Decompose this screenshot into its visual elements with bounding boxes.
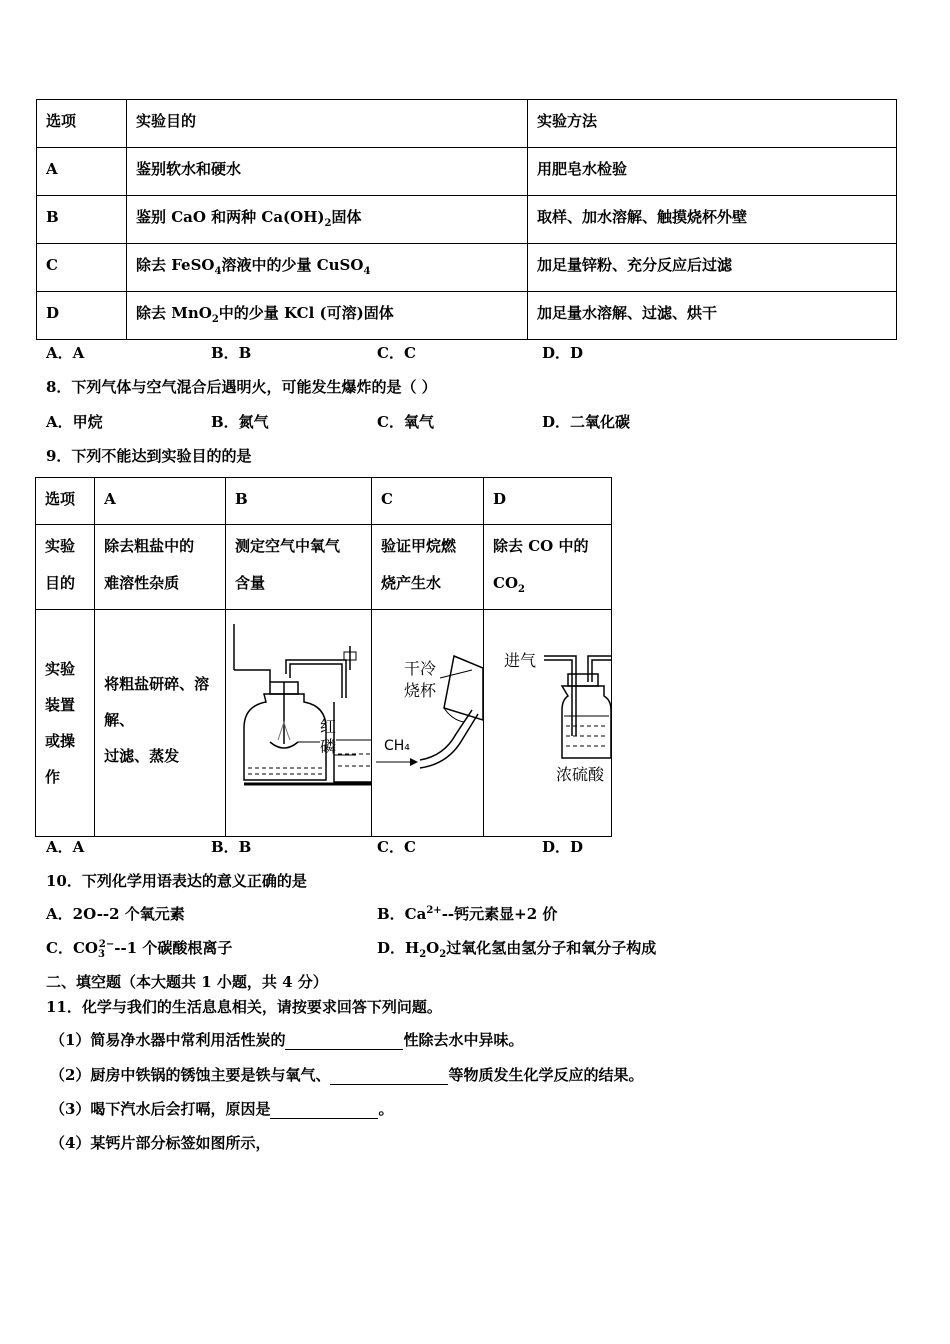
option-a[interactable]: A．甲烷 — [46, 413, 103, 431]
option-c[interactable]: C．C — [377, 344, 416, 362]
header-d: D — [493, 490, 507, 508]
option-d[interactable]: D．二氧化碳 — [542, 413, 631, 431]
table-header-row — [37, 100, 897, 148]
option-d[interactable]: D．D — [542, 344, 584, 362]
fig-c-label-ch4: CH₄ — [383, 738, 410, 754]
row-method: 加足量水溶解、过滤、烘干 — [537, 304, 718, 322]
table-row — [37, 292, 897, 340]
comparison-table-q7 — [36, 99, 897, 340]
row-option: A — [46, 160, 58, 178]
purpose-d: 除去 CO 中的 $CO_2$ — [493, 537, 589, 595]
q9-stem: 9．下列不能达到实验目的的是 — [46, 447, 252, 465]
option-b[interactable]: B．B — [211, 344, 252, 362]
fig-d-label-gas-in: 进气 — [504, 651, 537, 670]
answer-blank-3[interactable] — [270, 1100, 378, 1119]
row-method: 取样、加水溶解、触摸烧杯外壁 — [537, 208, 748, 226]
answer-blank-1[interactable] — [285, 1031, 403, 1050]
red-phosphorus-apparatus-figure — [226, 610, 371, 832]
row-option: C — [46, 256, 58, 274]
q8-stem: 8．下列气体与空气混合后遇明火，可能发生爆炸的是（ ） — [46, 378, 437, 396]
purpose-row — [36, 525, 612, 610]
experiment-table-q9 — [35, 477, 612, 837]
table-header-row — [36, 478, 612, 525]
concentrated-sulfuric-acid-bottle-figure — [484, 610, 611, 832]
row-purpose: 除去 FeSO$_4$溶液中的少量 CuSO$_4$ — [136, 256, 371, 277]
q10-stem: 10．下列化学用语表达的意义正确的是 — [46, 872, 307, 890]
purpose-b: 测定空气中氧气 含量 — [234, 537, 340, 592]
q11-sub1: （1）简易净水器中常利用活性炭的 性除去水中异味。 — [50, 1031, 524, 1049]
option-b[interactable]: B．B — [211, 838, 252, 856]
row-purpose: 除去 MnO$_2$中的少量 KCl (可溶)固体 — [136, 304, 394, 325]
option-a[interactable]: A．2O--2 个氧元素 — [46, 905, 185, 923]
header-option: 选项 — [46, 112, 77, 130]
header-method: 实验方法 — [537, 112, 598, 130]
option-c[interactable]: C．C — [377, 838, 416, 856]
fig-b-label-red: 红 — [319, 717, 336, 736]
row-method: 加足量锌粉、充分反应后过滤 — [537, 256, 733, 274]
header-purpose: 实验目的 — [136, 112, 197, 130]
option-c[interactable]: C．$CO_3^{2-}--1$ 个碳酸根离子 — [46, 939, 233, 960]
row-option: B — [46, 208, 59, 226]
row-purpose: 鉴别软水和硬水 — [136, 160, 242, 178]
fig-d-label-acid: 浓硫酸 — [556, 765, 605, 784]
option-c[interactable]: C．氧气 — [377, 413, 434, 431]
fig-c-label-dry-cold: 干冷 — [403, 659, 436, 678]
q11-sub4: （4）某钙片部分标签如图所示， — [50, 1134, 271, 1152]
apparatus-label: 实验 装置 或操 作 — [45, 660, 76, 786]
option-a[interactable]: A．A — [46, 838, 85, 856]
purpose-a: 除去粗盐中的 难溶性杂质 — [104, 537, 195, 592]
option-b[interactable]: B．氮气 — [211, 413, 269, 431]
header-option: 选项 — [45, 490, 76, 508]
section-heading: 二、填空题（本大题共 1 小题，共 4 分） — [46, 973, 328, 991]
fig-c-label-beaker: 烧杯 — [403, 681, 436, 700]
row-method: 用肥皂水检验 — [537, 160, 628, 178]
purpose-c: 验证甲烷燃 烧产生水 — [380, 537, 456, 592]
q11-stem: 11．化学与我们的生活息息相关，请按要求回答下列问题。 — [46, 998, 442, 1016]
row-option: D — [46, 304, 60, 322]
table-row — [37, 244, 897, 292]
table-row — [37, 148, 897, 196]
methane-combustion-figure — [372, 610, 483, 832]
option-d[interactable]: D．D — [542, 838, 584, 856]
answer-blank-2[interactable] — [330, 1066, 448, 1085]
option-a[interactable]: A．A — [46, 344, 85, 362]
purpose-label: 实验 目的 — [45, 537, 76, 592]
option-d[interactable]: D．$H_2O_2$过氧化氢由氢分子和氧分子构成 — [377, 939, 657, 960]
q11-sub2: （2）厨房中铁锅的锈蚀主要是铁与氧气、 等物质发生化学反应的结果。 — [50, 1066, 644, 1084]
table-row — [37, 196, 897, 244]
header-b: B — [234, 490, 248, 508]
header-c: C — [380, 490, 393, 508]
q11-sub3: （3）喝下汽水后会打嗝，原因是 。 — [50, 1100, 394, 1118]
operation-a: 将粗盐研碎、溶 解、 过滤、蒸发 — [104, 675, 210, 765]
option-b[interactable]: B．$Ca^{2+}--$钙元素显+2 价 — [377, 905, 558, 923]
row-purpose: 鉴别 CaO 和两种 $Ca(OH)_2$固体 — [136, 208, 362, 229]
apparatus-row — [36, 610, 612, 837]
fig-b-label-phosphorus: 磷 — [319, 737, 336, 756]
header-a: A — [104, 490, 116, 508]
